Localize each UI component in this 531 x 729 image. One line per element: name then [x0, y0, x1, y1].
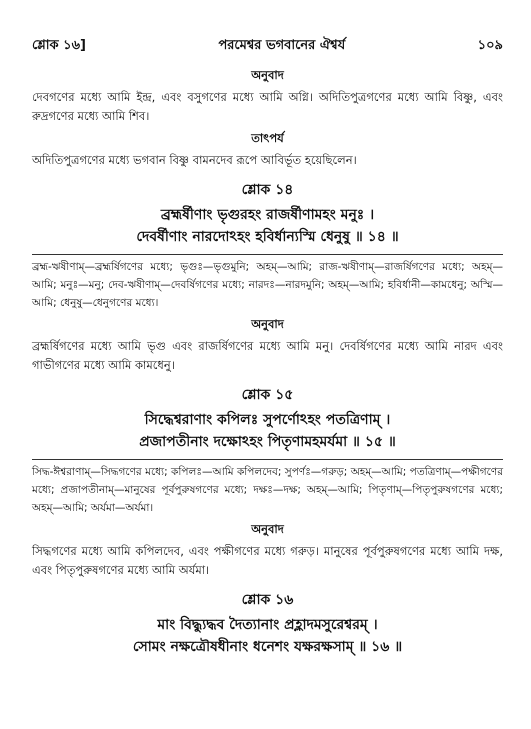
- header-verse-ref: শ্লোক ১৬]: [32, 38, 86, 53]
- verse-14-translation-heading: অনুবাদ: [251, 317, 284, 331]
- verse-15-synonyms: সিদ্ধ-ঈশ্বরাণাম্—সিদ্ধগণের মধ্যে; কপিলঃ—আমি কপিলদেব; সুপর্ণঃ—গরুড়; অহম্—আমি; পতত্রিণাম্—পক্ষীগণের মধ্যে; প্রজাপতীনাম্—মানুষের পূর্বপুরুষগণের মধ্যে; দক্ষঃ—দক্ষ; অহম্—আমি; পিতৃণাম্—পিতৃপুরুষগণের মধ্যে; অহম্—আমি; অর্যমা—অর্যমা।: [32, 459, 503, 517]
- verse-14-line-1: ব্রহ্মর্ষীণাং ভৃগুরহং রাজর্ষীণামহং মনুঃ ।: [160, 207, 375, 223]
- verse-14-translation: ব্রহ্মর্ষিগণের মধ্যে আমি ভৃগু এবং রাজর্ষিগণের মধ্যে আমি মনু। দেবর্ষিগণের মধ্যে আমি নারদ এবং গাভীগণের মধ্যে আমি কামধেনু।: [32, 339, 503, 372]
- purport-heading: তাৎপর্য: [251, 131, 284, 145]
- verse-16-title: শ্লোক ১৬: [241, 592, 294, 608]
- verse-15-title: শ্লোক ১৫: [241, 387, 294, 403]
- verse-15-line-1: সিদ্ধেশ্বরাণাং কপিলঃ সুপর্ণোঽহং পতত্রিণাম্ ।: [144, 412, 391, 428]
- page-number: ১০৯: [477, 38, 503, 53]
- header-chapter-title: পরমেশ্বর ভগবানের ঐশ্বর্য: [218, 38, 346, 53]
- verse-16-line-2: সোমং নক্ষত্রৌষধীনাং ধনেশং যক্ষরক্ষসাম্ ॥ ১৬ ॥: [132, 639, 403, 655]
- page-header: [32, 36, 503, 57]
- verse-15-translation-heading: অনুবাদ: [251, 522, 284, 536]
- verse-15-line-2: প্রজাপতীনাং দক্ষোঽহং পিতৃণামহমর্যমা ॥ ১৫ ॥: [139, 434, 396, 450]
- verse-14-line-2: দেবর্ষীণাং নারদোঽহং হবির্ধান্যস্মি ধেনুষু ॥ ১৪ ॥: [136, 229, 399, 245]
- verse-16-line-1: মাং বিদ্ধ্যুদ্ধব দৈত্যানাং প্রহ্লাদমসুরেশ্বরম্ ।: [157, 617, 378, 633]
- verse-14-title: শ্লোক ১৪: [241, 182, 294, 198]
- translation-heading: অনুবাদ: [251, 68, 284, 82]
- verse-14-synonyms: ব্রহ্ম-ঋষীণাম্—ব্রহ্মর্ষিগণের মধ্যে; ভৃগুঃ—ভৃগুমুনি; অহম্—আমি; রাজ-ঋষীণাম্—রাজর্ষিগণের মধ্যে; অহম্—আমি; মনুঃ—মনু; দেব-ঋষীণাম্—দেবর্ষিগণের মধ্যে; নারদঃ—নারদমুনি; অহম্—আমি; হবির্ধানী—কামধেনু; অস্মি—আমি; ধেনুষু—ধেনুগণের মধ্যে।: [32, 254, 503, 312]
- verse-15-translation: সিদ্ধগণের মধ্যে আমি কপিলদেব, এবং পক্ষীগণের মধ্যে গরুড়। মানুষের পূর্বপুরুষগণের মধ্যে আমি দক্ষ, এবং পিতৃপুরুষগণের মধ্যে আমি অর্যমা।: [32, 544, 503, 577]
- translation-text: দেবগণের মধ্যে আমি ইন্দ্র, এবং বসুগণের মধ্যে আমি অগ্নি। অদিতিপুত্রগণের মধ্যে আমি বিষ্ণু, এবং রুদ্রগণের মধ্যে আমি শিব।: [32, 90, 503, 123]
- purport-text: অদিতিপুত্রগণের মধ্যে ভগবান বিষ্ণু বামনদেব রূপে আবির্ভূত হয়েছিলেন।: [32, 153, 357, 167]
